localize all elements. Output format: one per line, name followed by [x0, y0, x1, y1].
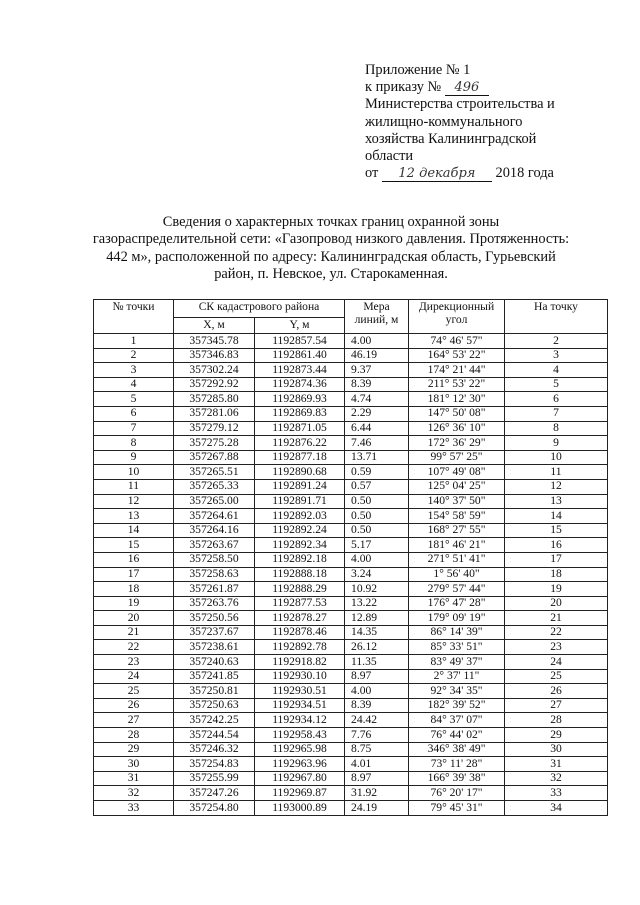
cell-to-point: 21	[505, 611, 608, 626]
cell-direction: 172° 36' 29"	[409, 436, 505, 451]
table-row	[94, 713, 608, 728]
cell-point: 1	[94, 334, 174, 349]
title-line-2: газораспределительной сети: «Газопровод низкого давления. Протяженность:	[92, 231, 570, 248]
cell-x: 357267.88	[174, 450, 255, 465]
cell-mera: 0.50	[345, 494, 409, 509]
table-row	[94, 611, 608, 626]
cell-to-point: 28	[505, 713, 608, 728]
cell-to-point: 6	[505, 392, 608, 407]
cell-x: 357279.12	[174, 421, 255, 436]
cell-direction: 279° 57' 44"	[409, 582, 505, 597]
cell-mera: 6.44	[345, 421, 409, 436]
cell-to-point: 4	[505, 363, 608, 378]
table-row	[94, 728, 608, 743]
cell-direction: 176° 47' 28"	[409, 596, 505, 611]
cell-y: 1192892.18	[255, 552, 345, 567]
cell-x: 357246.32	[174, 742, 255, 757]
cell-to-point: 34	[505, 801, 608, 816]
table-row	[94, 523, 608, 538]
cell-y: 1192930.10	[255, 669, 345, 684]
cell-x: 357281.06	[174, 406, 255, 421]
table-row	[94, 742, 608, 757]
cell-mera: 9.37	[345, 363, 409, 378]
cell-to-point: 20	[505, 596, 608, 611]
table-row	[94, 801, 608, 816]
cell-y: 1192918.82	[255, 655, 345, 670]
appendix-block	[365, 62, 625, 182]
table-row	[94, 786, 608, 801]
cell-direction: 166° 39' 38"	[409, 771, 505, 786]
cell-x: 357250.81	[174, 684, 255, 699]
cell-point: 19	[94, 596, 174, 611]
table-row	[94, 552, 608, 567]
cell-point: 11	[94, 479, 174, 494]
header-point: № точки	[94, 300, 174, 334]
cell-x: 357346.83	[174, 348, 255, 363]
table-row	[94, 421, 608, 436]
cell-mera: 7.76	[345, 728, 409, 743]
cell-mera: 24.42	[345, 713, 409, 728]
table-row	[94, 363, 608, 378]
table-row	[94, 334, 608, 349]
table-row	[94, 757, 608, 772]
cell-direction: 2° 37' 11"	[409, 669, 505, 684]
cell-point: 14	[94, 523, 174, 538]
cell-to-point: 17	[505, 552, 608, 567]
order-number-handwritten: 496	[445, 81, 489, 96]
cell-mera: 4.74	[345, 392, 409, 407]
cell-point: 21	[94, 625, 174, 640]
cell-direction: 181° 46' 21"	[409, 538, 505, 553]
cell-to-point: 32	[505, 771, 608, 786]
cell-mera: 0.50	[345, 509, 409, 524]
cell-x: 357244.54	[174, 728, 255, 743]
cell-to-point: 9	[505, 436, 608, 451]
cell-y: 1192869.83	[255, 406, 345, 421]
cell-y: 1192892.34	[255, 538, 345, 553]
cell-direction: 140° 37' 50"	[409, 494, 505, 509]
cell-to-point: 27	[505, 698, 608, 713]
cell-direction: 154° 58' 59"	[409, 509, 505, 524]
cell-y: 1192871.05	[255, 421, 345, 436]
cell-to-point: 14	[505, 509, 608, 524]
cell-x: 357238.61	[174, 640, 255, 655]
cell-direction: 126° 36' 10"	[409, 421, 505, 436]
table-row	[94, 669, 608, 684]
cell-point: 10	[94, 465, 174, 480]
cell-point: 25	[94, 684, 174, 699]
ministry-line-2: жилищно-коммунального	[365, 113, 523, 130]
date-handwritten: 12 декабря	[382, 167, 492, 182]
cell-point: 26	[94, 698, 174, 713]
cell-to-point: 7	[505, 406, 608, 421]
table-row	[94, 625, 608, 640]
cell-direction: 86° 14' 39"	[409, 625, 505, 640]
header-direction-line2: угол	[445, 312, 468, 326]
cell-to-point: 33	[505, 786, 608, 801]
cell-to-point: 19	[505, 582, 608, 597]
cell-y: 1192869.93	[255, 392, 345, 407]
cell-point: 9	[94, 450, 174, 465]
table-row	[94, 479, 608, 494]
cell-to-point: 30	[505, 742, 608, 757]
cell-point: 2	[94, 348, 174, 363]
cell-x: 357264.16	[174, 523, 255, 538]
date-suffix: 2018 года	[495, 165, 554, 182]
cell-point: 32	[94, 786, 174, 801]
cell-x: 357302.24	[174, 363, 255, 378]
cell-mera: 26.12	[345, 640, 409, 655]
cell-direction: 74° 46' 57"	[409, 334, 505, 349]
table-row	[94, 406, 608, 421]
points-table	[93, 299, 608, 816]
cell-direction: 1° 56' 40"	[409, 567, 505, 582]
cell-x: 357345.78	[174, 334, 255, 349]
cell-point: 28	[94, 728, 174, 743]
cell-to-point: 25	[505, 669, 608, 684]
table-row	[94, 465, 608, 480]
cell-direction: 73° 11' 28"	[409, 757, 505, 772]
cell-y: 1192934.51	[255, 698, 345, 713]
cell-mera: 0.59	[345, 465, 409, 480]
cell-direction: 99° 57' 25"	[409, 450, 505, 465]
cell-point: 15	[94, 538, 174, 553]
cell-x: 357241.85	[174, 669, 255, 684]
cell-direction: 164° 53' 22"	[409, 348, 505, 363]
order-prefix: к приказу №	[365, 79, 442, 96]
ministry-line-1: Министерства строительства и	[365, 96, 555, 113]
cell-point: 5	[94, 392, 174, 407]
cell-y: 1192888.18	[255, 567, 345, 582]
cell-mera: 8.39	[345, 698, 409, 713]
cell-direction: 76° 20' 17"	[409, 786, 505, 801]
cell-point: 8	[94, 436, 174, 451]
cell-x: 357292.92	[174, 377, 255, 392]
points-table-body	[94, 334, 608, 816]
cell-mera: 0.50	[345, 523, 409, 538]
cell-x: 357250.56	[174, 611, 255, 626]
cell-to-point: 26	[505, 684, 608, 699]
cell-direction: 76° 44' 02"	[409, 728, 505, 743]
table-row	[94, 538, 608, 553]
cell-direction: 107° 49' 08"	[409, 465, 505, 480]
cell-y: 1192892.78	[255, 640, 345, 655]
cell-y: 1192967.80	[255, 771, 345, 786]
cell-x: 357261.87	[174, 582, 255, 597]
cell-y: 1192892.03	[255, 509, 345, 524]
cell-mera: 4.00	[345, 334, 409, 349]
cell-x: 357255.99	[174, 771, 255, 786]
header-sk: СК кадастрового района	[174, 300, 345, 318]
cell-to-point: 15	[505, 523, 608, 538]
cell-x: 357254.80	[174, 801, 255, 816]
cell-to-point: 29	[505, 728, 608, 743]
table-row	[94, 494, 608, 509]
cell-point: 22	[94, 640, 174, 655]
cell-point: 13	[94, 509, 174, 524]
cell-point: 20	[94, 611, 174, 626]
cell-mera: 5.17	[345, 538, 409, 553]
cell-direction: 168° 27' 55"	[409, 523, 505, 538]
cell-y: 1192878.46	[255, 625, 345, 640]
table-row	[94, 655, 608, 670]
cell-y: 1192958.43	[255, 728, 345, 743]
cell-y: 1192965.98	[255, 742, 345, 757]
cell-mera: 4.00	[345, 684, 409, 699]
table-row	[94, 348, 608, 363]
header-to-point: На точку	[505, 300, 608, 334]
cell-mera: 8.97	[345, 771, 409, 786]
cell-x: 357265.00	[174, 494, 255, 509]
cell-y: 1192891.24	[255, 479, 345, 494]
header-y: Y, м	[255, 318, 345, 334]
cell-y: 1192969.87	[255, 786, 345, 801]
header-mera	[345, 300, 409, 334]
cell-y: 1192930.51	[255, 684, 345, 699]
cell-x: 357263.76	[174, 596, 255, 611]
cell-point: 4	[94, 377, 174, 392]
header-direction-line1: Дирекционный	[418, 300, 495, 313]
cell-x: 357242.25	[174, 713, 255, 728]
cell-to-point: 8	[505, 421, 608, 436]
table-row	[94, 684, 608, 699]
cell-direction: 84° 37' 07"	[409, 713, 505, 728]
cell-y: 1192891.71	[255, 494, 345, 509]
cell-mera: 3.24	[345, 567, 409, 582]
cell-y: 1192876.22	[255, 436, 345, 451]
cell-to-point: 2	[505, 334, 608, 349]
header-direction	[409, 300, 505, 334]
cell-direction: 79° 45' 31"	[409, 801, 505, 816]
cell-mera: 14.35	[345, 625, 409, 640]
cell-mera: 12.89	[345, 611, 409, 626]
title-line-1: Сведения о характерных точках границ охранной зоны	[162, 214, 500, 230]
cell-direction: 181° 12' 30"	[409, 392, 505, 407]
date-line	[365, 165, 625, 182]
cell-y: 1192873.44	[255, 363, 345, 378]
cell-direction: 174° 21' 44"	[409, 363, 505, 378]
cell-x: 357275.28	[174, 436, 255, 451]
cell-mera: 8.39	[345, 377, 409, 392]
cell-to-point: 24	[505, 655, 608, 670]
ministry-line-4: области	[365, 148, 414, 165]
cell-y: 1192857.54	[255, 334, 345, 349]
cell-x: 357250.63	[174, 698, 255, 713]
cell-point: 17	[94, 567, 174, 582]
cell-mera: 46.19	[345, 348, 409, 363]
cell-point: 6	[94, 406, 174, 421]
cell-point: 27	[94, 713, 174, 728]
table-row	[94, 698, 608, 713]
cell-mera: 8.97	[345, 669, 409, 684]
cell-point: 12	[94, 494, 174, 509]
cell-point: 24	[94, 669, 174, 684]
cell-direction: 271° 51' 41"	[409, 552, 505, 567]
cell-mera: 11.35	[345, 655, 409, 670]
cell-mera: 0.57	[345, 479, 409, 494]
cell-x: 357265.51	[174, 465, 255, 480]
table-row	[94, 377, 608, 392]
table-row	[94, 392, 608, 407]
cell-point: 3	[94, 363, 174, 378]
cell-x: 357263.67	[174, 538, 255, 553]
cell-direction: 125° 04' 25"	[409, 479, 505, 494]
cell-mera: 4.00	[345, 552, 409, 567]
cell-mera: 10.92	[345, 582, 409, 597]
table-row	[94, 509, 608, 524]
cell-to-point: 22	[505, 625, 608, 640]
order-line	[365, 79, 625, 96]
cell-direction: 83° 49' 37"	[409, 655, 505, 670]
cell-y: 1192890.68	[255, 465, 345, 480]
cell-mera: 4.01	[345, 757, 409, 772]
ministry-line-3: хозяйства Калининградской	[365, 130, 537, 147]
cell-to-point: 3	[505, 348, 608, 363]
cell-x: 357258.63	[174, 567, 255, 582]
cell-y: 1192888.29	[255, 582, 345, 597]
table-row	[94, 596, 608, 611]
cell-mera: 8.75	[345, 742, 409, 757]
cell-to-point: 16	[505, 538, 608, 553]
cell-point: 31	[94, 771, 174, 786]
cell-x: 357240.63	[174, 655, 255, 670]
title-line-4: район, п. Невское, ул. Старокаменная.	[214, 266, 448, 283]
table-row	[94, 771, 608, 786]
cell-point: 23	[94, 655, 174, 670]
table-row	[94, 436, 608, 451]
cell-to-point: 5	[505, 377, 608, 392]
cell-y: 1192877.18	[255, 450, 345, 465]
cell-mera: 2.29	[345, 406, 409, 421]
cell-x: 357258.50	[174, 552, 255, 567]
cell-point: 29	[94, 742, 174, 757]
appendix-title: Приложение № 1	[365, 62, 471, 78]
table-row	[94, 582, 608, 597]
cell-point: 16	[94, 552, 174, 567]
cell-point: 18	[94, 582, 174, 597]
cell-direction: 211° 53' 22"	[409, 377, 505, 392]
title-line-3: 442 м», расположенной по адресу: Калининградская область, Гурьевский	[106, 248, 556, 265]
table-row	[94, 567, 608, 582]
cell-to-point: 10	[505, 450, 608, 465]
header-mera-line2: линий, м	[354, 312, 399, 326]
cell-direction: 346° 38' 49"	[409, 742, 505, 757]
cell-to-point: 23	[505, 640, 608, 655]
cell-mera: 24.19	[345, 801, 409, 816]
cell-y: 1192934.12	[255, 713, 345, 728]
cell-to-point: 18	[505, 567, 608, 582]
cell-mera: 13.71	[345, 450, 409, 465]
cell-direction: 92° 34' 35"	[409, 684, 505, 699]
cell-x: 357285.80	[174, 392, 255, 407]
cell-x: 357254.83	[174, 757, 255, 772]
cell-y: 1193000.89	[255, 801, 345, 816]
cell-x: 357265.33	[174, 479, 255, 494]
cell-point: 7	[94, 421, 174, 436]
cell-mera: 31.92	[345, 786, 409, 801]
table-row	[94, 640, 608, 655]
header-mera-line1: Мера	[363, 300, 390, 313]
date-prefix: от	[365, 165, 379, 182]
cell-x: 357264.61	[174, 509, 255, 524]
cell-direction: 147° 50' 08"	[409, 406, 505, 421]
cell-mera: 7.46	[345, 436, 409, 451]
cell-y: 1192892.24	[255, 523, 345, 538]
cell-to-point: 31	[505, 757, 608, 772]
document-title	[60, 214, 602, 284]
cell-direction: 85° 33' 51"	[409, 640, 505, 655]
cell-y: 1192963.96	[255, 757, 345, 772]
cell-direction: 179° 09' 19"	[409, 611, 505, 626]
cell-y: 1192877.53	[255, 596, 345, 611]
cell-direction: 182° 39' 52"	[409, 698, 505, 713]
cell-to-point: 13	[505, 494, 608, 509]
cell-to-point: 12	[505, 479, 608, 494]
cell-point: 30	[94, 757, 174, 772]
cell-y: 1192874.36	[255, 377, 345, 392]
cell-mera: 13.22	[345, 596, 409, 611]
header-x: Х, м	[174, 318, 255, 334]
cell-x: 357237.67	[174, 625, 255, 640]
cell-to-point: 11	[505, 465, 608, 480]
cell-point: 33	[94, 801, 174, 816]
cell-y: 1192878.27	[255, 611, 345, 626]
cell-y: 1192861.40	[255, 348, 345, 363]
table-row	[94, 450, 608, 465]
cell-x: 357247.26	[174, 786, 255, 801]
